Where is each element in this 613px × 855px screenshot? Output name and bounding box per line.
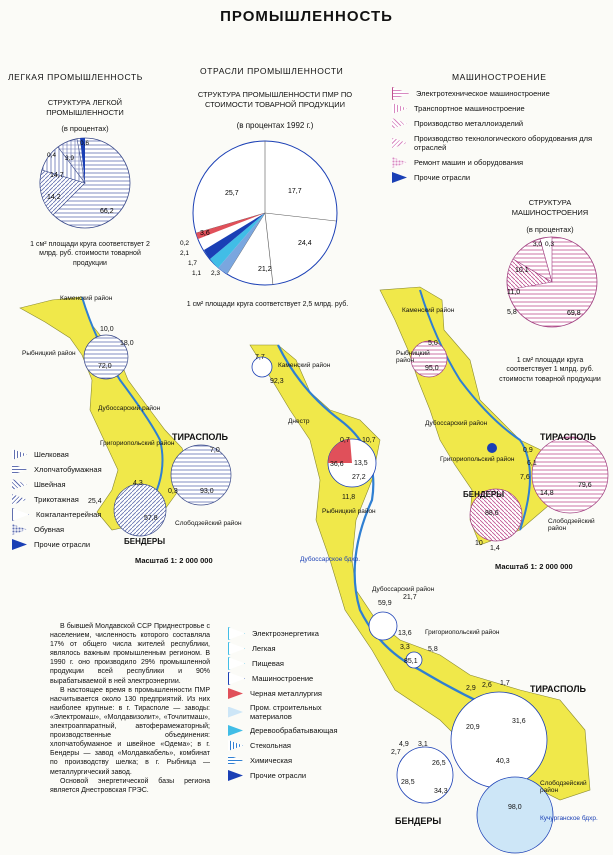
left-label-bendery: БЕНДЕРЫ — [124, 537, 166, 546]
branches-legend-item — [228, 753, 378, 768]
center-rybnitsa-value-2: 36,6 — [330, 461, 344, 468]
light-legend-swatch — [12, 449, 27, 460]
light-legend-item — [12, 522, 152, 537]
center-tiraspol-pie — [451, 692, 547, 788]
center-dubossary-value-0: 59,9 — [378, 600, 392, 607]
right-label-kamenka: Каменский район — [402, 307, 455, 314]
center-dubossary-value-1: 21,7 — [403, 594, 417, 601]
center-label-tiraspol: ТИРАСПОЛЬ — [530, 684, 586, 694]
description-text — [50, 622, 210, 795]
center-label-kamenka: Каменский район — [278, 362, 331, 369]
branches-heading: ОТРАСЛИ ПРОМЫШЛЕННОСТИ — [200, 66, 344, 76]
center-bendery-value-3: 26,5 — [432, 760, 446, 767]
center-label-bendery: БЕНДЕРЫ — [395, 816, 442, 826]
right-tiraspol-value-1: 6,1 — [527, 460, 537, 467]
light-legend-item — [12, 507, 152, 522]
branches-legend-item — [228, 738, 378, 753]
branches-legend-swatch — [228, 740, 243, 751]
right-grigoriopol-dot — [487, 443, 497, 453]
center-rybnitsa-value-4: 27,2 — [352, 474, 366, 481]
center-dubossary-value-4: 5,8 — [428, 646, 438, 653]
light-legend-label: Швейная — [34, 480, 66, 489]
branches-legend-swatch — [228, 672, 245, 685]
left-tiraspol-pie — [171, 445, 231, 505]
branches-label-8: 3,6 — [200, 230, 210, 237]
machinery-heading: МАШИНОСТРОЕНИЕ — [452, 72, 547, 82]
light-legend-label: Обувная — [34, 525, 65, 534]
center-tiraspol-value-1: 2,6 — [482, 682, 492, 689]
branches-legend-label: Электроэнергетика — [252, 629, 319, 638]
center-bendery-value-2: 2,7 — [391, 749, 401, 756]
center-rybnitsa-value-5: 11,8 — [342, 494, 356, 501]
right-map-land — [380, 287, 562, 545]
machinery-legend-label: Ремонт машин и оборудования — [414, 158, 524, 167]
center-label-dniester: Днестр — [288, 418, 310, 425]
right-tiraspol-value-2: 7,6 — [520, 474, 530, 481]
branches-legend-label: Стекольная — [250, 741, 291, 750]
light-pie-note: 1 см² площади круга соответствует 2 млрд. руб. стоимости товарной продукции — [30, 241, 150, 267]
branches-label-9: 25,7 — [225, 190, 239, 197]
light-legend-item — [12, 447, 152, 462]
left-bendery-value-2: 57,8 — [144, 515, 158, 522]
light-unit: (в процентах) — [61, 124, 109, 133]
left-bendery-value-1: 25,4 — [88, 498, 102, 505]
left-rybnitsa-value-0: 10,0 — [100, 326, 114, 333]
center-tiraspol-value-0: 2,9 — [466, 685, 476, 692]
center-tiraspol-value-5: 40,3 — [496, 758, 510, 765]
center-tiraspol-value-3: 31,6 — [512, 718, 526, 725]
description-paragraph: В бывшей Молдавской ССР Приднестровье с населением, численность которого составляла 17% от общего числа жителей республики, являлось важным промышленным регионом. В 1990 г. оно производило 29% промышленной продукции всей республики и 90% вырабатываемой в ней электроэнергии. — [50, 623, 210, 685]
center-label-slobodzeya: Слободзейский район — [540, 780, 587, 794]
light-legend-label: Кожгалантерейная — [36, 510, 102, 519]
light-legend-swatch — [12, 464, 27, 475]
branches-legend-item — [228, 686, 378, 701]
light-legend-item — [12, 537, 152, 552]
branches-legend-label: Пром. строительных материалов — [250, 703, 322, 721]
branches-legend-label: Пищевая — [252, 659, 284, 668]
left-scale: Масштаб 1: 2 000 000 — [135, 556, 213, 565]
center-bendery-value-4: 28,5 — [401, 779, 415, 786]
light-pie-label-4: 0,4 — [47, 152, 57, 159]
right-label-grigoriopol: Григориопольский район — [440, 456, 515, 463]
machinery-label-0: 3,0 — [533, 241, 543, 248]
branches-legend-item — [228, 626, 378, 641]
center-label-rybnitsa: Рыбницкий район — [322, 508, 376, 515]
description-paragraph: Основой энергетической базы региона является Днестровская ГРЭС. — [50, 777, 210, 794]
center-label-grigoriopol: Григориопольский район — [425, 629, 500, 636]
center-label-reservoir: Дубоссарское бдхр. — [300, 556, 361, 563]
left-label-grigoriopol: Григориопольский район — [100, 440, 175, 447]
branches-legend-label: Черная металлургия — [250, 689, 322, 698]
left-label-kamenka: Каменский район — [60, 295, 113, 302]
center-tiraspol-value-4: 20,9 — [466, 724, 480, 731]
branches-label-2: 21,2 — [258, 266, 272, 273]
light-legend-label: Шелковая — [34, 450, 69, 459]
light-industry-heading: ЛЕГКАЯ ПРОМЫШЛЕННОСТЬ — [8, 72, 143, 82]
machinery-legend-label: Производство технологического оборудования для отраслей — [414, 134, 593, 152]
machinery-legend-label: Производство металлоизделий — [414, 119, 524, 128]
light-legend-label: Прочие отрасли — [34, 540, 91, 549]
light-legend-item — [12, 492, 152, 507]
right-bendery-value-2: 1,4 — [490, 545, 500, 552]
machinery-legend-label: Транспортное машиностроение — [414, 104, 525, 113]
left-rybnitsa-value-2: 72,0 — [98, 363, 112, 370]
light-legend-label: Хлопчатобумажная — [34, 465, 102, 474]
light-structure-title: СТРУКТУРА ЛЕГКОЙ ПРОМЫШЛЕННОСТИ — [46, 98, 124, 118]
right-label-rybnitsa: Рыбницкий район — [396, 350, 430, 364]
light-legend-swatch — [12, 539, 27, 550]
center-label-kuchurgan: Кучурганское бдхр. — [540, 815, 598, 822]
machinery-pie-note: 1 см² площади круга соответствует 1 млрд. руб. стоимости товарной продукции — [499, 357, 601, 383]
right-scale: Масштаб 1: 2 000 000 — [495, 562, 573, 571]
light-pie-label-0: 0,6 — [80, 140, 90, 147]
branches-legend-item — [228, 641, 378, 656]
branches-label-3: 2,3 — [211, 270, 221, 277]
center-bendery-value-0: 4,9 — [399, 741, 409, 748]
center-bendery-value-1: 3,1 — [418, 741, 428, 748]
right-bendery-value-0: 88,6 — [485, 510, 499, 517]
light-pie-label-3: 14,7 — [50, 172, 64, 179]
branches-legend-label: Деревообрабатывающая — [250, 726, 338, 735]
light-legend-swatch — [12, 494, 27, 505]
branches-legend-label: Машиностроение — [252, 674, 314, 683]
center-rybnitsa-value-3: 13,5 — [354, 460, 368, 467]
machinery-label-2: 10,1 — [515, 267, 529, 274]
branches-label-6: 2,1 — [180, 250, 190, 257]
branches-legend-label: Легкая — [252, 644, 276, 653]
branches-label-7: 0,2 — [180, 240, 190, 247]
center-kamenka-value-1: 92,3 — [270, 378, 284, 385]
light-legend-item — [12, 477, 152, 492]
branches-label-1: 24,4 — [298, 240, 312, 247]
page-title: ПРОМЫШЛЕННОСТЬ — [220, 8, 393, 25]
left-label-tiraspol: ТИРАСПОЛЬ — [172, 432, 228, 442]
light-pie-label-1: 66,2 — [100, 208, 114, 215]
right-tiraspol-value-0: 0,9 — [523, 447, 533, 454]
left-label-dubossary: Дубоссарский район — [98, 405, 161, 412]
center-dubossary-value-3: 3,3 — [400, 644, 410, 651]
center-rybnitsa-value-0: 0,7 — [340, 437, 350, 444]
left-label-rybnitsa: Рыбницкий район — [22, 350, 76, 357]
light-pie-label-2: 14,2 — [47, 194, 61, 201]
center-rybnitsa-value-1: 10,7 — [362, 437, 376, 444]
left-tiraspol-value-0: 7,0 — [210, 447, 220, 454]
branches-unit: (в процентах 1992 г.) — [236, 121, 314, 130]
left-bendery-value-0: 4,3 — [133, 480, 143, 487]
branches-structure-title: СТРУКТУРА ПРОМЫШЛЕННОСТИ ПМР ПО СТОИМОСТИ ТОВАРНОЙ ПРОДУКЦИИ — [197, 90, 353, 110]
left-rybnitsa-value-1: 18,0 — [120, 340, 134, 347]
branches-legend-item — [228, 701, 378, 723]
branches-legend-item — [228, 671, 378, 686]
branches-legend-swatch — [228, 657, 245, 670]
branches-legend-swatch — [228, 642, 245, 655]
center-dubossary-value-5: 85,1 — [404, 658, 418, 665]
right-label-bendery: БЕНДЕРЫ — [463, 490, 505, 499]
light-legend-label: Трикотажная — [34, 495, 79, 504]
right-rybnitsa-value-1: 95,0 — [425, 365, 439, 372]
center-slobodzeya-value: 98,0 — [508, 804, 522, 811]
light-legend-swatch — [12, 508, 29, 521]
left-tiraspol-value-1: 93,0 — [200, 488, 214, 495]
right-label-tiraspol: ТИРАСПОЛЬ — [540, 432, 596, 442]
right-tiraspol-pie — [532, 437, 608, 513]
left-label-slobodzeya: Слободзейский район — [175, 520, 242, 527]
branches-legend — [228, 626, 378, 783]
center-dubossary-value-2: 13,6 — [398, 630, 412, 637]
branches-legend-swatch — [228, 755, 243, 766]
right-label-slobodzeya: Слободзейский район — [548, 518, 595, 532]
machinery-legend-label: Электротехническое машиностроение — [416, 89, 550, 98]
machinery-unit: (в процентах) — [526, 225, 574, 234]
branches-pie-note: 1 см² площади круга соответствует 2,5 млрд. руб. — [186, 301, 349, 308]
center-label-dubossary: Дубоссарский район — [372, 586, 435, 593]
branches-legend-label: Химическая — [250, 756, 293, 765]
branches-legend-swatch — [228, 725, 243, 736]
right-bendery-value-1: 10 — [475, 540, 483, 547]
branches-legend-swatch — [228, 707, 243, 718]
center-kamenka-value-0: 7,7 — [255, 354, 265, 361]
branches-legend-swatch — [228, 688, 243, 699]
center-bendery-value-5: 34,3 — [434, 788, 448, 795]
machinery-label-5: 69,8 — [567, 310, 581, 317]
machinery-legend-label: Прочие отрасли — [414, 173, 471, 182]
branches-legend-item — [228, 723, 378, 738]
light-legend-swatch — [12, 479, 27, 490]
right-label-dubossary: Дубоссарский район — [425, 420, 488, 427]
branches-legend-swatch — [228, 627, 245, 640]
branches-label-0: 17,7 — [288, 188, 302, 195]
branches-legend-label: Прочие отрасли — [250, 771, 307, 780]
light-pie-label-5: 3,9 — [65, 155, 75, 162]
left-bendery-value-3: 0,3 — [168, 488, 178, 495]
machinery-label-4: 5,8 — [507, 309, 517, 316]
right-tiraspol-value-4: 79,6 — [578, 482, 592, 489]
machinery-label-3: 11,0 — [507, 289, 521, 296]
right-rybnitsa-value-0: 5,0 — [428, 340, 438, 347]
description-paragraph: В настоящее время в промышленности ПМР насчитывается около 130 предприятий. Из них наиболее крупные: в г. Тирасполе — заводы: «Электромаш», «Молдавизолит», «Точлитмаш», электроаппаратный, автоферамежаторный; производственные объединения: хлопчатобумажное и швейное «Одема»; в г. Бендеры — завод «Молдавкабель», комбинат по производству шелка; в г. Рыбница — металлургический завод. — [50, 686, 210, 776]
machinery-structure-title: СТРУКТУРА МАШИНОСТРОЕНИЯ — [511, 198, 589, 218]
machinery-label-1: 0,3 — [545, 241, 555, 248]
branches-legend-swatch — [228, 770, 243, 781]
light-legend-swatch — [12, 524, 27, 535]
light-legend-item — [12, 462, 152, 477]
center-tiraspol-value-2: 1,7 — [500, 680, 510, 687]
light-legend — [12, 447, 152, 552]
branches-legend-item — [228, 768, 378, 783]
branches-legend-item — [228, 656, 378, 671]
right-tiraspol-value-3: 14,8 — [540, 490, 554, 497]
branches-label-5: 1,7 — [188, 260, 198, 267]
branches-label-4: 1,1 — [192, 270, 202, 277]
